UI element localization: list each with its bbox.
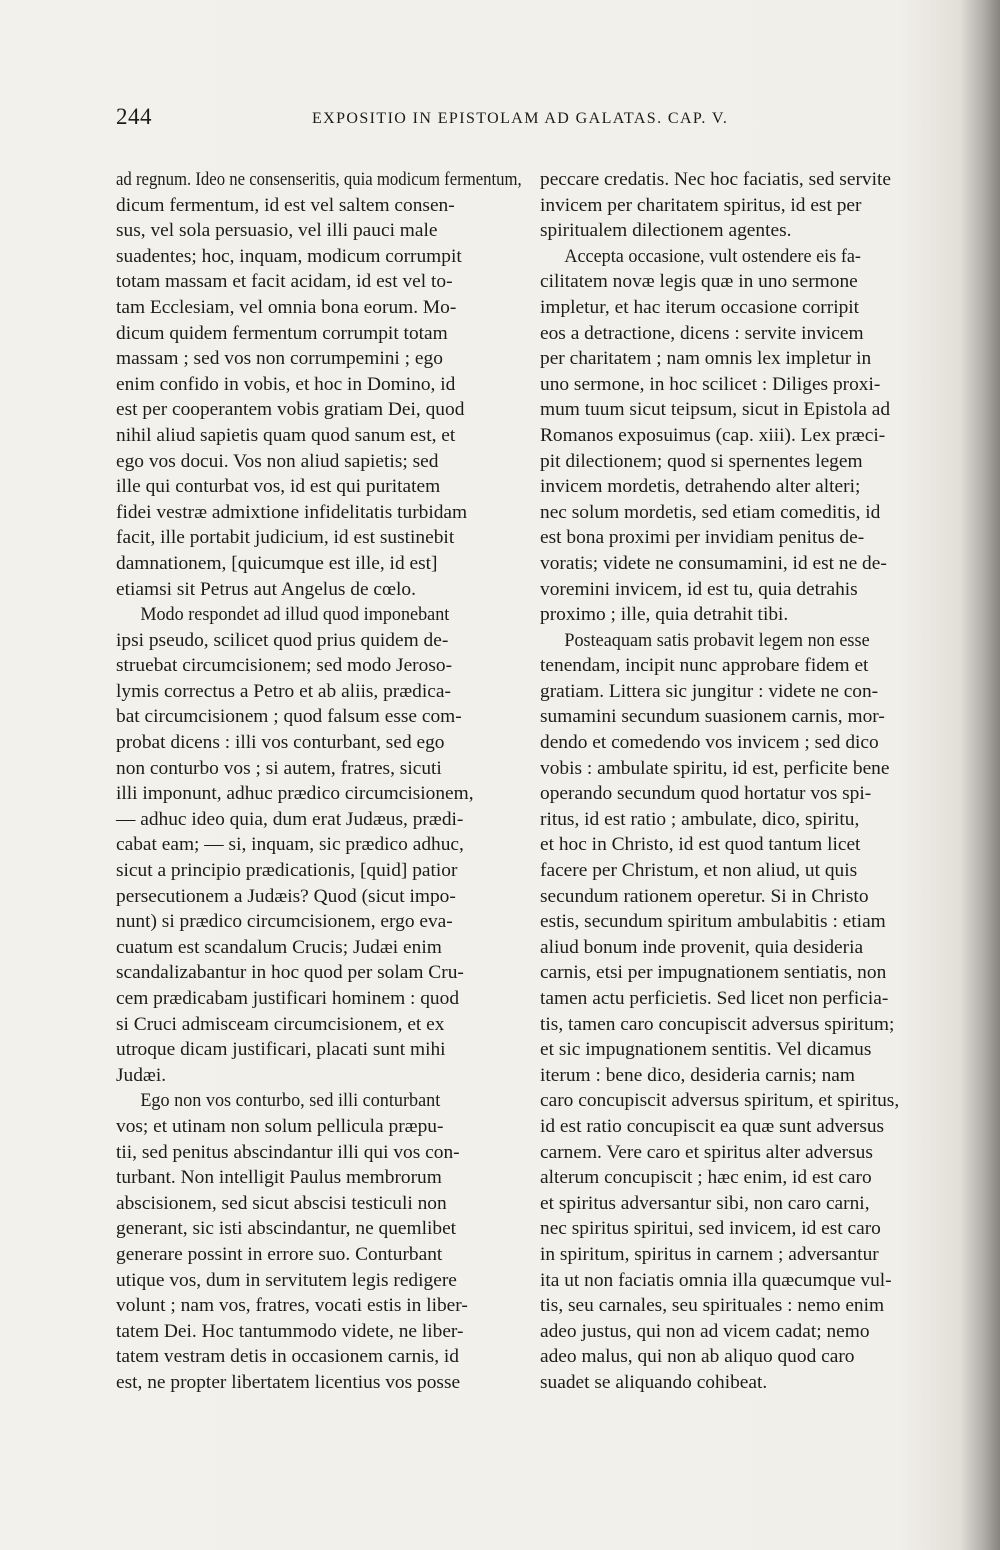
text-line: voratis; videte ne consumamini, id est ne de-	[540, 552, 887, 574]
text-line: impletur, et hac iterum occasione corripit	[540, 296, 860, 318]
text-line: ille qui conturbat vos, id est qui puritatem	[116, 476, 441, 498]
paragraph-start-line: Accepta occasione, vult ostendere eis fa-	[564, 245, 861, 267]
text-line: ritus, id est ratio ; ambulate, dico, spiritu,	[540, 808, 860, 830]
running-title: EXPOSITIO IN EPISTOLAM AD GALATAS. CAP. V.	[312, 110, 729, 127]
text-line: est, ne propter libertatem licentius vos posse	[116, 1371, 461, 1393]
text-line: spiritualem dilectionem agentes.	[540, 220, 792, 242]
right-text-column	[540, 167, 950, 1396]
text-line: eos a detractione, dicens : servite invicem	[540, 322, 864, 344]
text-line: bat circumcisionem ; quod falsum esse com-	[116, 706, 462, 728]
text-line: aliud bonum inde provenit, quia desideria	[540, 936, 864, 958]
text-line: id est ratio concupiscit ea quæ sunt adversus	[540, 1115, 885, 1137]
text-line: tatem vestram detis in occasionem carnis, id	[116, 1346, 460, 1368]
text-line: nunt) si prædico circumcisionem, ergo eva-	[116, 911, 453, 933]
text-line: facit, ille portabit judicium, id est sustinebit	[116, 527, 455, 549]
page-edge-shadow	[960, 0, 1000, 1550]
text-line: massam ; sed vos non corrumpemini ; ego	[116, 348, 443, 370]
text-line: invicem mordetis, detrahendo alter alteri;	[540, 476, 861, 498]
text-line: carnis, etsi per impugnationem sentiatis, non	[540, 962, 887, 984]
text-line: operando secundum quod hortatur vos spi-	[540, 783, 872, 805]
paragraph-start-line: Modo respondet ad illud quod imponebant	[140, 604, 450, 626]
text-line: cilitatem novæ legis quæ in uno sermone	[540, 271, 858, 293]
text-line: invicem per charitatem spiritus, id est per	[540, 194, 862, 216]
text-line: iterum : bene dico, desideria carnis; nam	[540, 1064, 855, 1086]
text-line: tis, seu carnales, seu spirituales : nemo enim	[540, 1295, 885, 1317]
text-line: facere per Christum, et non aliud, ut quis	[540, 860, 858, 882]
text-line: vos; et utinam non solum pellicula præpu-	[116, 1115, 444, 1137]
text-line: abscisionem, sed sicut abscisi testiculi non	[116, 1192, 447, 1214]
text-line: non conturbo vos ; si autem, fratres, sicuti	[116, 757, 442, 779]
text-line: alterum concupiscit ; hæc enim, id est caro	[540, 1167, 872, 1189]
text-line: cabat eam; — si, inquam, sic prædico adhuc,	[116, 834, 464, 856]
text-line: cuatum est scandalum Crucis; Judæi enim	[116, 936, 442, 958]
text-line: totam massam et facit acidam, id est vel to-	[116, 271, 453, 293]
text-line: turbant. Non intelligit Paulus membrorum	[116, 1167, 442, 1189]
text-line: generant, sic isti abscindantur, ne quemlibet	[116, 1218, 457, 1240]
text-line: generare possint in errore suo. Conturbant	[116, 1243, 443, 1265]
text-line: etiamsi sit Petrus aut Angelus de cœlo.	[116, 578, 416, 600]
text-line: dicum fermentum, id est vel saltem consen-	[116, 194, 455, 216]
text-line: estis, secundum spiritum ambulabitis : etiam	[540, 911, 886, 933]
text-line: in spiritum, spiritus in carnem ; adversantur	[540, 1243, 879, 1265]
text-line: nec solum mordetis, sed etiam comeditis, id	[540, 501, 881, 523]
text-line: suadet se aliquando cohibeat.	[540, 1371, 768, 1393]
text-line: carnem. Vere caro et spiritus alter adversus	[540, 1141, 873, 1163]
text-line: ego vos docui. Vos non aliud sapietis; sed	[116, 450, 439, 472]
left-text-column	[116, 167, 522, 1396]
text-line: dicum quidem fermentum corrumpit totam	[116, 322, 448, 344]
text-line: Judæi.	[116, 1064, 167, 1086]
text-line: tis, tamen caro concupiscit adversus spiritum;	[540, 1013, 895, 1035]
text-line: si Cruci admisceam circumcisionem, et ex	[116, 1013, 445, 1035]
text-line: tam Ecclesiam, vel omnia bona eorum. Mo-	[116, 296, 457, 318]
text-line: volunt ; nam vos, fratres, vocati estis in liber-	[116, 1295, 468, 1317]
text-line: fidei vestræ admixtione infidelitatis turbidam	[116, 501, 468, 523]
text-line: tatem Dei. Hoc tantummodo videte, ne liber-	[116, 1320, 464, 1342]
text-line: vobis : ambulate spiritu, id est, perficite bene	[540, 757, 890, 779]
text-line: secundum rationem operetur. Si in Christo	[540, 885, 869, 907]
text-line: lymis correctus a Petro et ab aliis, prædica-	[116, 680, 451, 702]
text-line: per charitatem ; nam omnis lex impletur in	[540, 348, 872, 370]
text-line: utroque dicam justificari, placati sunt mihi	[116, 1039, 446, 1061]
text-line: struebat circumcisionem; sed modo Jeroso-	[116, 655, 453, 677]
text-line: pit dilectionem; quod si spernentes legem	[540, 450, 863, 472]
text-line: et spiritus adversantur sibi, non caro carni,	[540, 1192, 870, 1214]
text-line: proximo ; ille, quia detrahit tibi.	[540, 604, 789, 626]
text-line: scandalizabantur in hoc quod per solam Cru-	[116, 962, 464, 984]
text-line: sicut a principio prædicationis, [quid] patior	[116, 860, 458, 882]
text-line: Romanos exposuimus (cap. xiii). Lex præci-	[540, 424, 886, 446]
text-line: peccare credatis. Nec hoc faciatis, sed servite	[540, 169, 891, 190]
text-line: caro concupiscit adversus spiritum, et spiritus,	[540, 1090, 900, 1112]
text-line: adeo justus, qui non ad vicem cadat; nemo	[540, 1320, 870, 1342]
text-line: damnationem, [quicumque est ille, id est]	[116, 552, 438, 574]
text-line: sus, vel sola persuasio, vel illi pauci male	[116, 220, 438, 242]
paragraph-start-line: Ego non vos conturbo, sed illi conturbant	[140, 1090, 441, 1112]
paragraph-start-line: Posteaquam satis probavit legem non esse	[564, 629, 870, 651]
text-line: illi imponunt, adhuc prædico circumcisionem,	[116, 783, 474, 805]
text-line: dendo et comedendo vos invicem ; sed dico	[540, 732, 879, 754]
text-line: est bona proximi per invidiam penitus de-	[540, 527, 865, 549]
text-line: nec spiritus spiritui, sed invicem, id est caro	[540, 1218, 881, 1240]
text-line: ad regnum. Ideo ne consenseritis, quia modicum fermentum,	[116, 169, 522, 190]
text-line: adeo malus, qui non ab aliquo quod caro	[540, 1346, 855, 1368]
text-line: voremini invicem, id est tu, quia detrahis	[540, 578, 858, 600]
text-line: tenendam, incipit nunc approbare fidem et	[540, 655, 869, 677]
text-line: est per cooperantem vobis gratiam Dei, quod	[116, 399, 465, 421]
text-line: tii, sed penitus abscindantur illi qui vos con-	[116, 1141, 460, 1163]
text-line: ita ut non faciatis omnia illa quæcumque vul-	[540, 1269, 892, 1291]
text-line: suadentes; hoc, inquam, modicum corrumpit	[116, 245, 462, 267]
text-line: et hoc in Christo, id est quod tantum licet	[540, 834, 861, 856]
text-line: probat dicens : illi vos conturbant, sed ego	[116, 732, 445, 754]
text-line: — adhuc ideo quia, dum erat Judæus, prædi-	[116, 808, 464, 830]
text-line: utique vos, dum in servitutem legis redigere	[116, 1269, 457, 1291]
page-number: 244	[116, 104, 152, 129]
text-line: ipsi pseudo, scilicet quod prius quidem de-	[116, 629, 449, 651]
text-line: uno sermone, in hoc scilicet : Diliges proxi-	[540, 373, 881, 395]
text-line: enim confido in vobis, et hoc in Domino, id	[116, 373, 456, 395]
text-line: mum tuum sicut teipsum, sicut in Epistola ad	[540, 399, 891, 421]
text-line: tamen actu perficietis. Sed licet non perficia-	[540, 988, 889, 1009]
text-line: et sic impugnationem sentitis. Vel dicamus	[540, 1039, 872, 1061]
running-head	[116, 104, 780, 134]
text-line: gratiam. Littera sic jungitur : videte ne con-	[540, 680, 879, 702]
text-line: persecutionem a Judæis? Quod (sicut impo-	[116, 885, 456, 907]
text-line: cem prædicabam justificari hominem : quod	[116, 988, 460, 1009]
text-line: nihil aliud sapietis quam quod sanum est, et	[116, 424, 456, 446]
text-line: sumamini secundum suasionem carnis, mor-	[540, 706, 885, 728]
